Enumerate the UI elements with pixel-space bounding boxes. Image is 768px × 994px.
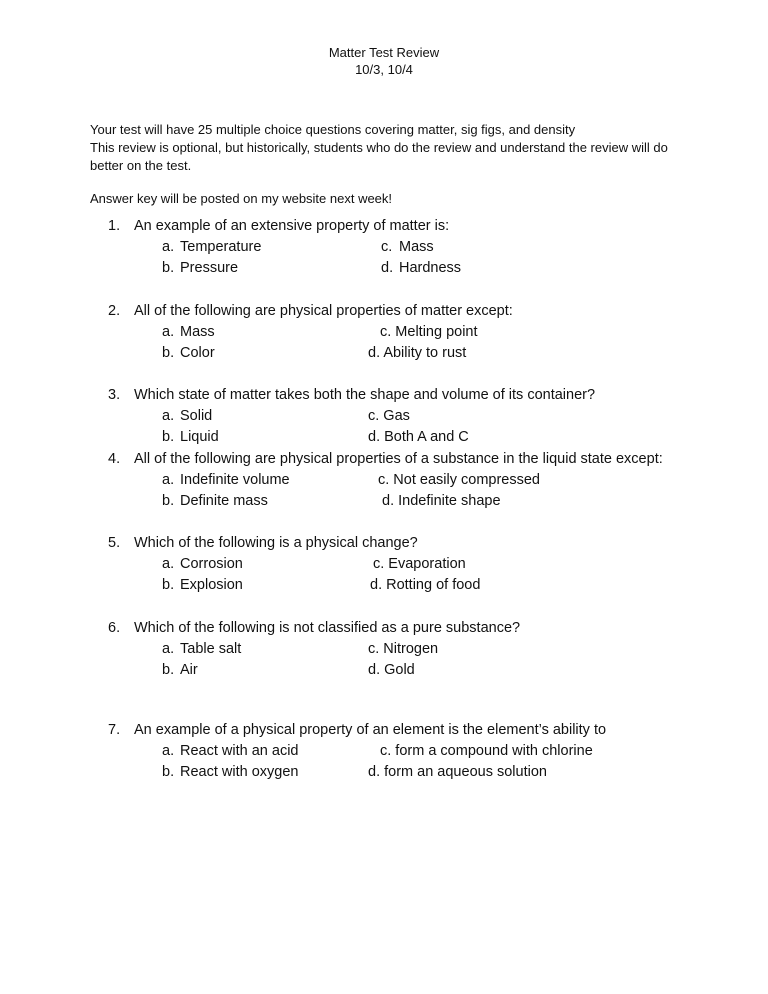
option-b bbox=[162, 427, 219, 448]
option-letter: a. bbox=[162, 743, 175, 759]
option-letter: b. bbox=[162, 493, 175, 509]
document-dates: 10/3, 10/4 bbox=[355, 62, 413, 77]
option-text: Corrosion bbox=[180, 556, 243, 572]
option-text: Air bbox=[180, 662, 198, 678]
question-2 bbox=[108, 301, 708, 364]
option-text: Solid bbox=[180, 408, 213, 424]
option-letter: a. bbox=[162, 556, 175, 572]
option-letter: b. bbox=[162, 662, 175, 678]
option-b bbox=[162, 762, 298, 783]
option-text: Pressure bbox=[180, 260, 239, 276]
option-a bbox=[162, 470, 290, 491]
question-number: 2. bbox=[108, 303, 121, 319]
option-a bbox=[162, 639, 241, 660]
option-d: d. Gold bbox=[368, 662, 415, 678]
option-letter: a. bbox=[162, 408, 175, 424]
option-c: c. Not easily compressed bbox=[378, 472, 540, 488]
question-3 bbox=[108, 385, 708, 448]
question-number: 1. bbox=[108, 218, 121, 234]
option-c bbox=[381, 237, 434, 258]
option-c: c. Gas bbox=[368, 408, 410, 424]
question-text: All of the following are physical properties of matter except: bbox=[134, 303, 513, 319]
option-a bbox=[162, 406, 212, 427]
option-letter: d. bbox=[381, 260, 394, 276]
option-letter: a. bbox=[162, 472, 175, 488]
question-text: All of the following are physical properties of a substance in the liquid state except: bbox=[134, 451, 663, 467]
question-1 bbox=[108, 216, 708, 279]
option-text: Temperature bbox=[180, 239, 262, 255]
option-b bbox=[162, 575, 243, 596]
intro-line-3: better on the test. bbox=[90, 158, 192, 173]
option-text: Explosion bbox=[180, 577, 243, 593]
option-c: c. Melting point bbox=[380, 324, 478, 340]
option-letter: b. bbox=[162, 345, 175, 361]
option-d: d. Indefinite shape bbox=[382, 493, 501, 509]
option-a bbox=[162, 322, 215, 343]
option-letter: c. bbox=[381, 239, 393, 255]
question-number: 3. bbox=[108, 387, 121, 403]
question-number: 6. bbox=[108, 620, 121, 636]
option-d: d. Both A and C bbox=[368, 429, 469, 445]
option-letter: b. bbox=[162, 764, 175, 780]
option-a bbox=[162, 237, 261, 258]
option-a bbox=[162, 741, 298, 762]
question-text: An example of a physical property of an element is the element’s ability to bbox=[134, 722, 607, 738]
option-text: React with an acid bbox=[180, 743, 299, 759]
option-text: Hardness bbox=[399, 260, 462, 276]
option-b bbox=[162, 343, 215, 364]
question-text: Which of the following is not classified as a pure substance? bbox=[134, 620, 521, 636]
question-4 bbox=[108, 449, 708, 512]
question-text: An example of an extensive property of matter is: bbox=[134, 218, 450, 234]
option-b bbox=[162, 660, 198, 681]
option-text: Mass bbox=[399, 239, 434, 255]
option-c: c. Nitrogen bbox=[368, 641, 439, 657]
option-text: Indefinite volume bbox=[180, 472, 290, 488]
option-letter: a. bbox=[162, 324, 175, 340]
option-d: d. Rotting of food bbox=[370, 577, 481, 593]
intro-paragraph bbox=[90, 121, 690, 175]
option-c: c. form a compound with chlorine bbox=[380, 743, 593, 759]
question-6 bbox=[108, 618, 708, 681]
option-letter: b. bbox=[162, 429, 175, 445]
question-text: Which of the following is a physical change? bbox=[134, 535, 418, 551]
option-d bbox=[381, 258, 461, 279]
document-header bbox=[0, 44, 768, 78]
question-text: Which state of matter takes both the shape and volume of its container? bbox=[134, 387, 596, 403]
answer-key-note: Answer key will be posted on my website next week! bbox=[90, 191, 393, 206]
intro-line-2: This review is optional, but historically, students who do the review and understand the review will do bbox=[90, 140, 668, 155]
question-number: 7. bbox=[108, 722, 121, 738]
option-text: Definite mass bbox=[180, 493, 268, 509]
question-number: 5. bbox=[108, 535, 121, 551]
option-d: d. Ability to rust bbox=[368, 345, 467, 361]
option-letter: b. bbox=[162, 260, 175, 276]
option-text: Color bbox=[180, 345, 215, 361]
option-b bbox=[162, 491, 268, 512]
intro-line-1: Your test will have 25 multiple choice questions covering matter, sig figs, and density bbox=[90, 122, 576, 137]
option-text: Table salt bbox=[180, 641, 242, 657]
document-title: Matter Test Review bbox=[328, 45, 440, 60]
option-text: Liquid bbox=[180, 429, 219, 445]
option-a bbox=[162, 554, 243, 575]
option-letter: a. bbox=[162, 239, 175, 255]
option-letter: a. bbox=[162, 641, 175, 657]
option-d: d. form an aqueous solution bbox=[368, 764, 547, 780]
option-letter: b. bbox=[162, 577, 175, 593]
question-7 bbox=[108, 720, 708, 783]
option-b bbox=[162, 258, 238, 279]
option-text: React with oxygen bbox=[180, 764, 299, 780]
question-number: 4. bbox=[108, 451, 121, 467]
question-5 bbox=[108, 533, 708, 596]
option-c: c. Evaporation bbox=[373, 556, 466, 572]
option-text: Mass bbox=[180, 324, 215, 340]
